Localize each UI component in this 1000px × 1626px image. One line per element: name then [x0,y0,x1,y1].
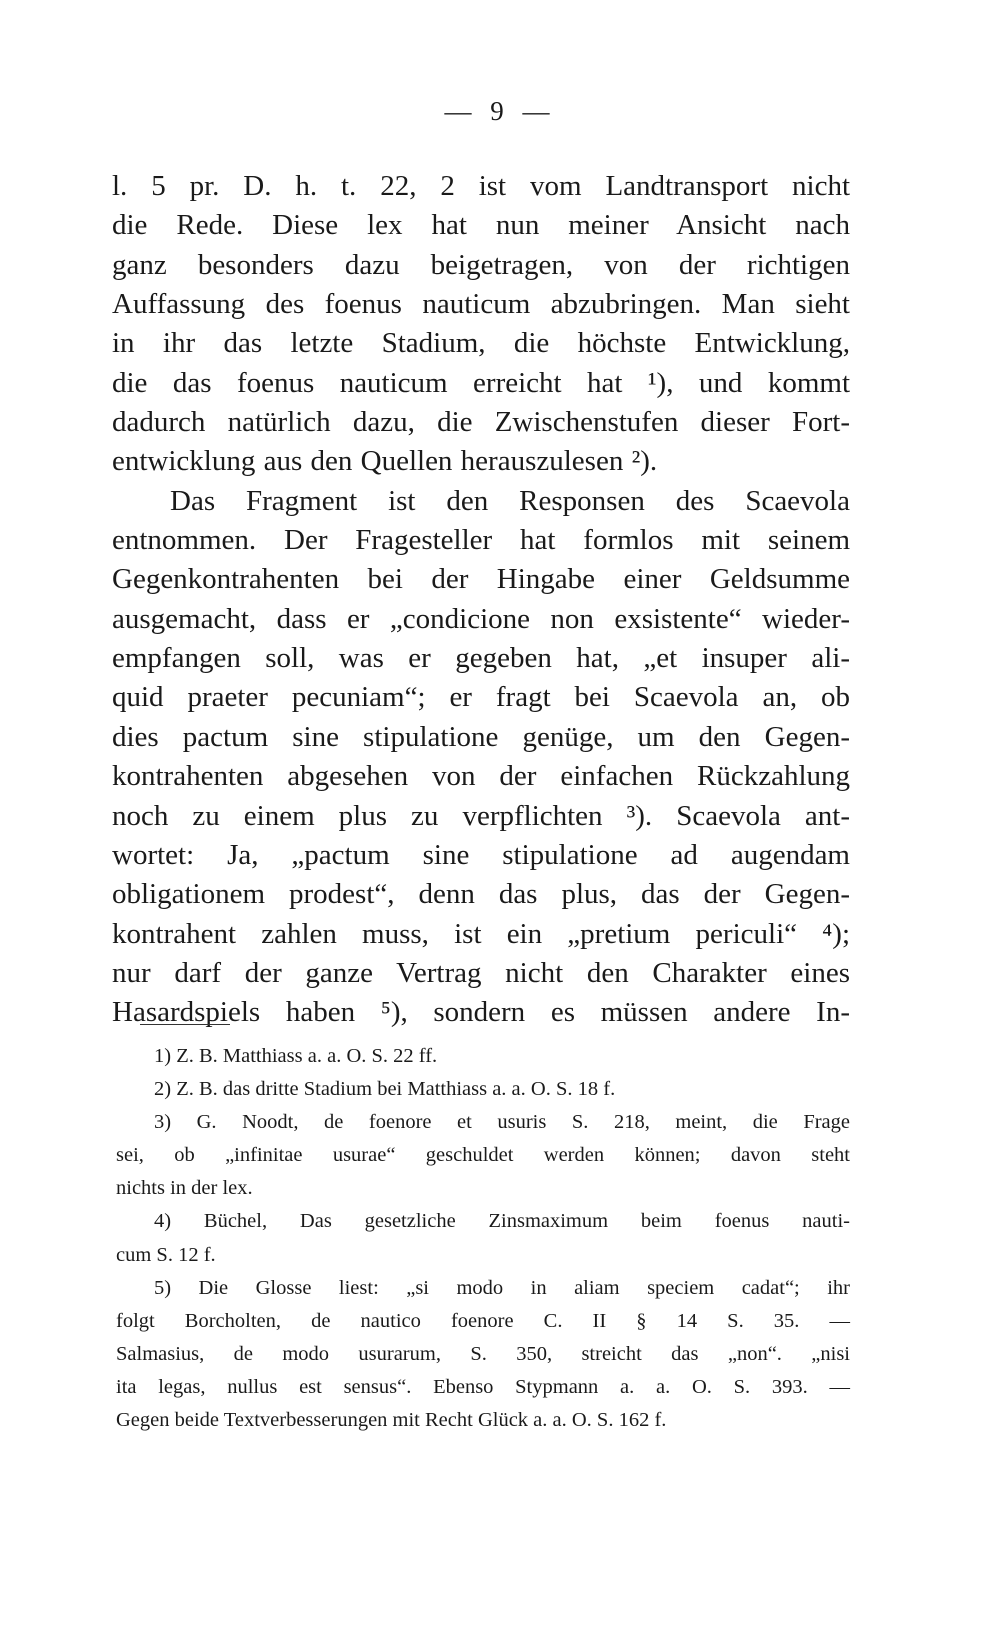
footnotes [116,1040,850,1437]
body-line: Auffassung des foenus nauticum abzubringen. Man sieht [112,288,850,321]
body-line: dies pactum sine stipulatione genüge, um den Gegen- [112,720,850,753]
footnote-line: nichts in der lex. [116,1177,253,1200]
footnote-line: Salmasius, de modo usurarum, S. 350, streicht das „non“. „nisi [116,1342,850,1365]
footnote-line: ita legas, nullus est sensus“. Ebenso Stypmann a. a. O. S. 393. — [116,1375,850,1398]
footnote-line: Gegen beide Textverbesserungen mit Recht Glück a. a. O. S. 162 f. [116,1409,667,1432]
footnote-line: cum S. 12 f. [116,1243,216,1266]
footnote-line: sei, ob „infinitae usurae“ geschuldet werden können; davon steht [116,1144,850,1167]
footnote-line: folgt Borcholten, de nautico foenore C. II § 14 S. 35. — [116,1309,850,1332]
body-line: obligationem prodest“, denn das plus, das der Gegen- [112,878,850,911]
body-line: kontrahenten abgesehen von der einfachen Rückzahlung [112,760,850,793]
body-line: ausgemacht, dass er „condicione non exsistente“ wieder- [112,602,850,635]
body-line: die das foenus nauticum erreicht hat ¹), und kommt [112,366,850,399]
body-line: nur darf der ganze Vertrag nicht den Charakter eines [112,956,850,989]
body-line: die Rede. Diese lex hat nun meiner Ansicht nach [112,209,850,242]
body-line: Gegenkontrahenten bei der Hingabe einer Geldsumme [112,563,850,596]
body-line: entwicklung aus den Quellen herauszulesen ²). [112,445,658,478]
footnote-separator [140,1024,230,1025]
body-line: quid praeter pecuniam“; er fragt bei Scaevola an, ob [112,681,850,714]
body-line: Das Fragment ist den Responsen des Scaevola [170,484,850,517]
body-line: Hasardspiels haben ⁵), sondern es müssen andere In- [112,996,850,1029]
body-line: ganz besonders dazu beigetragen, von der richtigen [112,248,850,281]
body-line: empfangen soll, was er gegeben hat, „et insuper ali- [112,642,850,675]
footnote-line: 4) Büchel, Das gesetzliche Zinsmaximum beim foenus nauti- [154,1210,850,1233]
body-line: entnommen. Der Fragesteller hat formlos mit seinem [112,524,850,557]
body-line: l. 5 pr. D. h. t. 22, 2 ist vom Landtransport nicht [112,170,850,202]
footnote-line: 1) Z. B. Matthiass a. a. O. S. 22 ff. [154,1045,438,1067]
body-line: noch zu einem plus zu verpflichten ³). Scaevola ant- [112,799,850,832]
body-line: dadurch natürlich dazu, die Zwischenstufen dieser Fort- [112,406,850,439]
body-line: in ihr das letzte Stadium, die höchste Entwicklung, [112,327,850,360]
footnote-line: 5) Die Glosse liest: „si modo in aliam speciem cadat“; ihr [154,1276,850,1299]
body-text [112,167,850,1033]
page-number-header: — 9 — [444,96,556,126]
body-line: wortet: Ja, „pactum sine stipulatione ad augendam [112,838,850,871]
footnote-line: 3) G. Noodt, de foenore et usuris S. 218, meint, die Frage [154,1111,850,1134]
footnote-line: 2) Z. B. das dritte Stadium bei Matthiass a. a. O. S. 18 f. [154,1078,616,1101]
body-line: kontrahent zahlen muss, ist ein „pretium periculi“ ⁴); [112,917,850,950]
